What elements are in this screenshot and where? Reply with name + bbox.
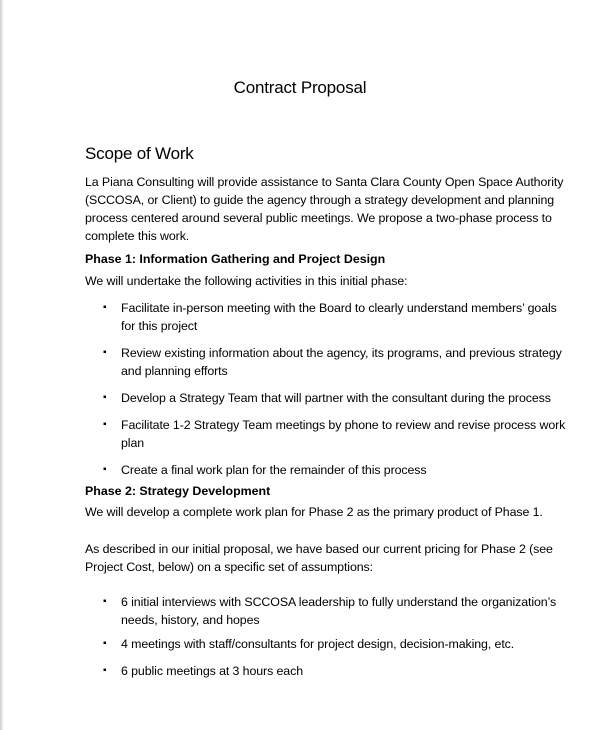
phase2-heading: Phase 2: Strategy Development [85, 484, 271, 498]
bullet-icon: ▪ [103, 392, 107, 403]
intro-paragraph: La Piana Consulting will provide assistance to Santa Clara County Open Space Authority (SCCOSA, or Client) to guide the agency through a strategy development and planning process centered around several public meetings. We propose a two-phase process to complete this work. [85, 175, 564, 243]
phase2-list [103, 593, 573, 680]
assumptions-paragraph: As described in our initial proposal, we have based our current pricing for Phase 2 (see Project Cost, below) on a specific set of assumptions: [85, 542, 553, 574]
list-item [103, 344, 573, 380]
bullet-icon: ▪ [103, 347, 107, 358]
list-item [103, 299, 573, 335]
page-edge-shadow [0, 0, 4, 730]
bullet-icon: ▪ [103, 665, 107, 676]
section-title: Scope of Work [85, 144, 194, 163]
document-title: Contract Proposal [233, 78, 367, 97]
list-item-text: Create a final work plan for the remainder of this process [121, 463, 427, 477]
list-item-text: 4 meetings with staff/consultants for project design, decision-making, etc. [121, 637, 515, 651]
phase2-lead: We will develop a complete work plan for Phase 2 as the primary product of Phase 1. [85, 505, 543, 519]
bullet-icon: ▪ [103, 596, 107, 607]
list-item-text: Facilitate 1-2 Strategy Team meetings by phone to review and revise process work plan [121, 418, 566, 450]
list-item-text: 6 initial interviews with SCCOSA leadership to fully understand the organization’s needs, history, and hopes [121, 595, 557, 627]
phase1-list [103, 299, 573, 479]
list-item-text: Review existing information about the agency, its programs, and previous strategy and planning efforts [121, 346, 562, 378]
list-item [103, 416, 573, 452]
list-item [103, 635, 573, 653]
phase1-lead: We will undertake the following activities in this initial phase: [85, 274, 408, 288]
list-item [103, 389, 573, 407]
phase1-heading: Phase 1: Information Gathering and Project Design [85, 252, 386, 266]
list-item [103, 662, 573, 680]
list-item-text: Facilitate in-person meeting with the Board to clearly understand members’ goals for this project [121, 301, 557, 333]
list-item-text: 6 public meetings at 3 hours each [121, 664, 303, 678]
list-item-text: Develop a Strategy Team that will partner with the consultant during the process [121, 391, 551, 405]
bullet-icon: ▪ [103, 302, 107, 313]
bullet-icon: ▪ [103, 419, 107, 430]
bullet-icon: ▪ [103, 638, 107, 649]
bullet-icon: ▪ [103, 464, 107, 475]
list-item [103, 593, 573, 629]
list-item [103, 461, 573, 479]
